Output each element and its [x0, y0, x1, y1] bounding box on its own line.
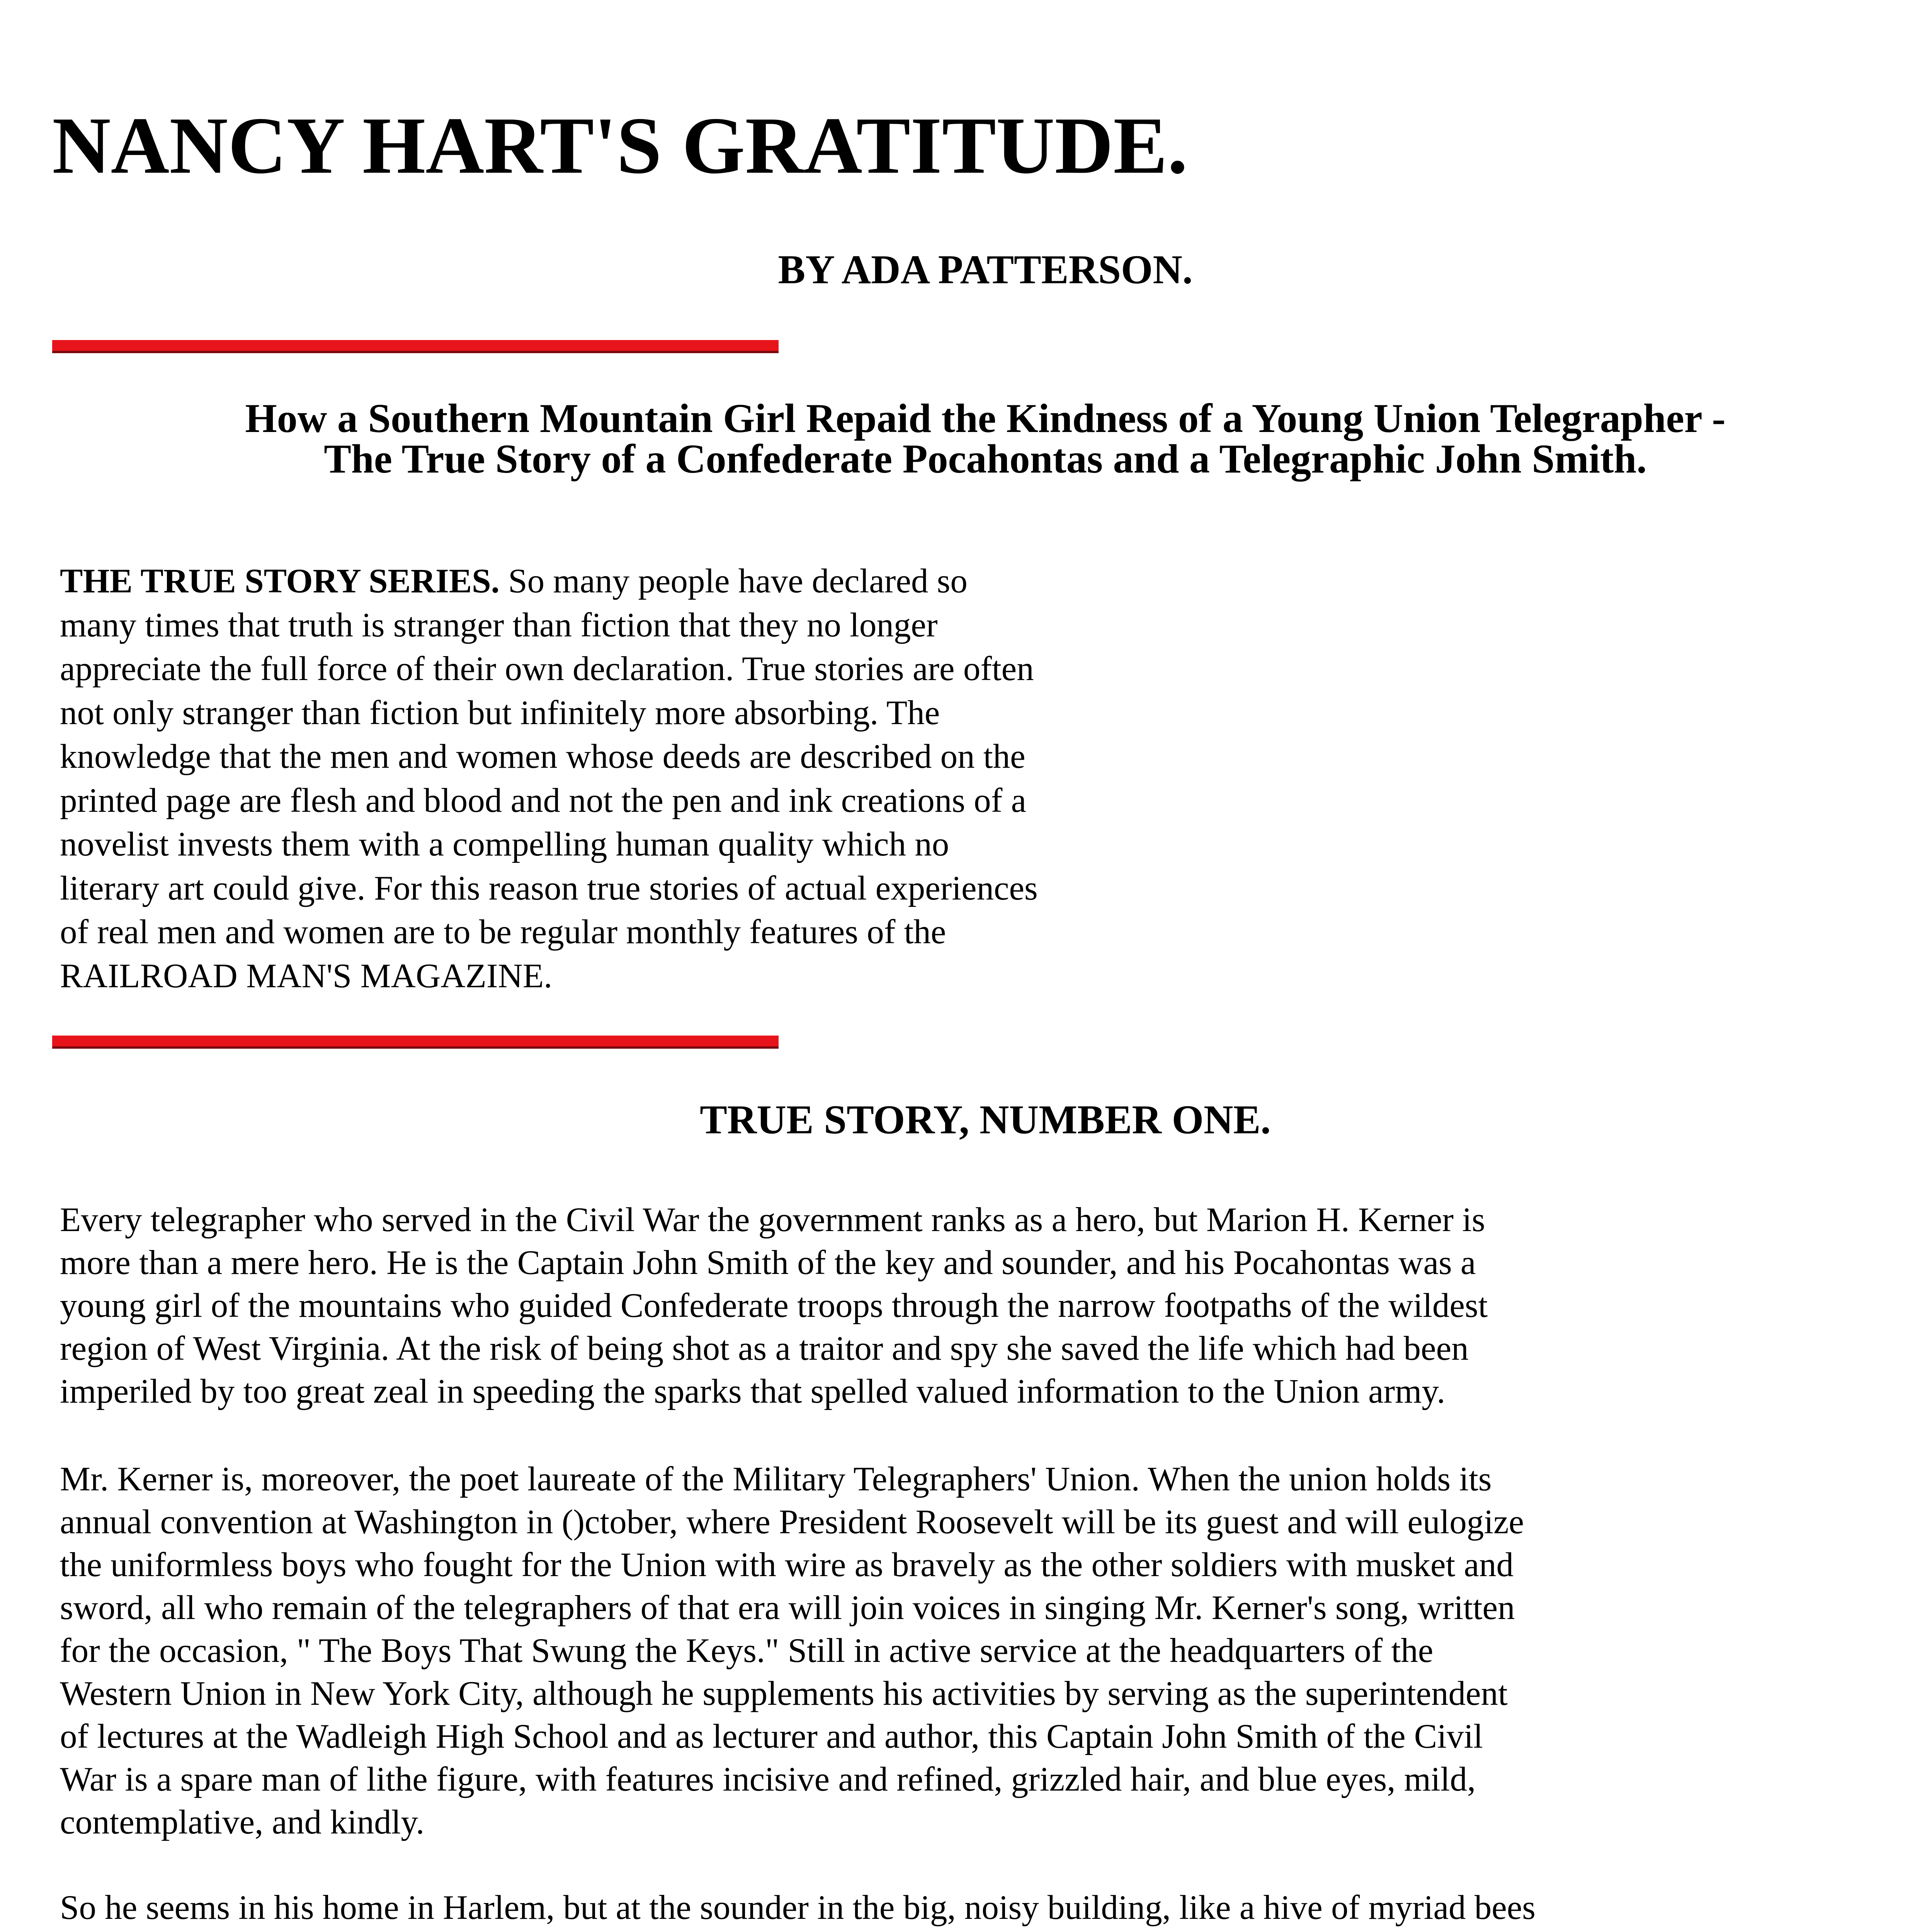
intro-line: many times that truth is stranger than fiction that they no longer	[60, 606, 938, 644]
paragraph-line: contemplative, and kindly.	[60, 1803, 425, 1841]
subtitle-line: The True Story of a Confederate Pocahontas and a Telegraphic John Smith.	[324, 436, 1647, 481]
intro-line: of real men and women are to be regular monthly features of the	[60, 913, 946, 951]
section-heading: TRUE STORY, NUMBER ONE.	[700, 1097, 1271, 1142]
intro-line: literary art could give. For this reason true stories of actual experiences	[60, 869, 1038, 907]
intro-paragraph	[60, 560, 1180, 998]
paragraph-line: So he seems in his home in Harlem, but at the sounder in the big, noisy building, like a hive of myriad bees	[60, 1889, 1536, 1927]
paragraph-line: Western Union in New York City, although he supplements his activities by serving as the superintendent	[60, 1675, 1508, 1713]
intro-line: appreciate the full force of their own declaration. True stories are often	[60, 650, 1034, 688]
intro-first-line-text: So many people have declared so	[499, 562, 968, 600]
article-title: NANCY HART'S GRATITUDE.	[52, 101, 1188, 190]
paragraph-line: Every telegrapher who served in the Civil War the government ranks as a hero, but Marion H. Kerner is	[60, 1201, 1485, 1239]
intro-line: not only stranger than fiction but infinitely more absorbing. The	[60, 694, 940, 732]
body-paragraph-2	[60, 1458, 1799, 1844]
subtitle	[77, 398, 1893, 479]
paragraph-line: the uniformless boys who fought for the Union with wire as bravely as the other soldiers with musket and	[60, 1546, 1514, 1584]
intro-body	[60, 604, 1180, 998]
intro-line: novelist invests them with a compelling human quality which no	[60, 825, 949, 863]
body-paragraph-1	[60, 1199, 1799, 1413]
paragraph-line: young girl of the mountains who guided Confederate troops through the narrow footpaths of the wildest	[60, 1287, 1488, 1325]
byline: BY ADA PATTERSON.	[778, 247, 1193, 292]
paragraph-line: War is a spare man of lithe figure, with features incisive and refined, grizzled hair, and blue eyes, mild,	[60, 1760, 1476, 1798]
paragraph-line: imperiled by too great zeal in speeding the sparks that spelled valued information to the Union army.	[60, 1372, 1446, 1410]
paragraph-line: for the occasion, " The Boys That Swung the Keys." Still in active service at the headquarters of the	[60, 1632, 1434, 1670]
body-paragraph-3	[60, 1886, 1799, 1932]
red-divider-bottom	[52, 1036, 779, 1049]
paragraph-line: more than a mere hero. He is the Captain John Smith of the key and sounder, and his Pocahontas was a	[60, 1244, 1476, 1282]
paragraph-line: Mr. Kerner is, moreover, the poet laureate of the Military Telegraphers' Union. When the union holds its	[60, 1460, 1492, 1498]
paragraph-line: of lectures at the Wadleigh High School and as lecturer and author, this Captain John Smith of the Civil	[60, 1718, 1483, 1755]
red-divider-top	[52, 340, 779, 353]
intro-line: knowledge that the men and women whose deeds are described on the	[60, 738, 1026, 776]
intro-line	[60, 560, 1180, 604]
subtitle-line: How a Southern Mountain Girl Repaid the Kindness of a Young Union Telegrapher -	[245, 396, 1726, 441]
paragraph-line: annual convention at Washington in ()ctober, where President Roosevelt will be its guest and will eulogize	[60, 1503, 1524, 1541]
series-label: THE TRUE STORY SERIES.	[60, 562, 500, 600]
intro-line: printed page are flesh and blood and not the pen and ink creations of a	[60, 781, 1027, 820]
paragraph-line	[60, 1929, 1799, 1932]
paragraph-line: region of West Virginia. At the risk of being shot as a traitor and spy she saved the life which had been	[60, 1330, 1469, 1367]
paragraph-line: sword, all who remain of the telegraphers of that era will join voices in singing Mr. Kerner's song, written	[60, 1589, 1515, 1627]
intro-line: RAILROAD MAN'S MAGAZINE.	[60, 957, 553, 995]
